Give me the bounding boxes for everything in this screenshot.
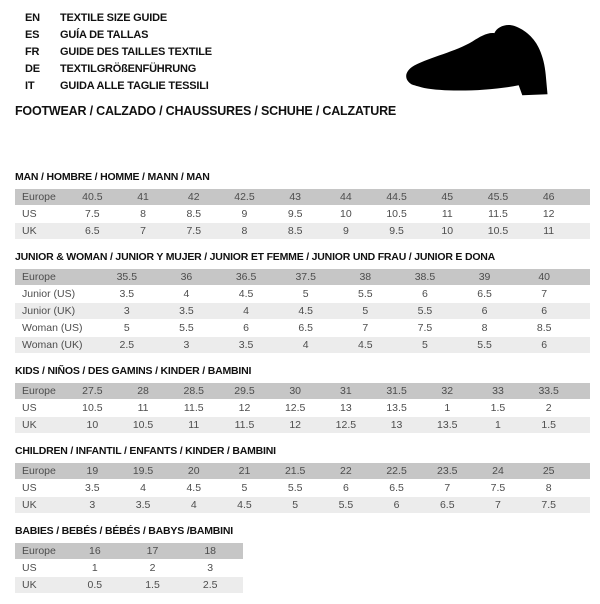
table-title: KIDS / NIÑOS / DES GAMINS / KINDER / BAMBINI: [15, 365, 252, 377]
size-value: 3.5: [179, 305, 194, 317]
size-value: 31: [340, 385, 352, 397]
size-value: 46: [542, 191, 555, 203]
language-title: TEXTILE SIZE GUIDE: [60, 11, 168, 24]
size-value: 4.5: [358, 339, 373, 351]
table-row: [15, 577, 243, 593]
size-value: 6: [243, 322, 249, 334]
language-row: [25, 26, 212, 43]
size-value: 8: [545, 482, 552, 494]
size-value: 3: [89, 499, 96, 511]
size-value: 19: [86, 465, 99, 477]
row-label: UK: [22, 579, 37, 591]
size-value: 31.5: [386, 385, 407, 397]
size-value: 6: [393, 499, 400, 511]
size-value: 12: [238, 402, 251, 414]
language-title: GUIDE DES TAILLES TEXTILE: [60, 45, 212, 58]
size-value: 6: [422, 288, 428, 300]
size-value: 6: [481, 305, 488, 317]
language-row: [25, 77, 212, 94]
size-table: [15, 364, 590, 433]
size-value: 1.5: [145, 579, 160, 591]
size-value: 11: [188, 419, 200, 431]
table-row: [15, 560, 243, 576]
table-row: [15, 320, 590, 336]
size-value: 45: [441, 191, 454, 203]
size-value: 7: [444, 482, 451, 494]
size-value: 7: [495, 499, 501, 511]
table-row: [15, 400, 590, 416]
size-value: 18: [204, 545, 217, 557]
size-value: 3.5: [119, 288, 135, 300]
size-value: 7: [541, 288, 548, 300]
size-value: 6: [342, 482, 349, 494]
size-value: 4: [190, 499, 197, 511]
size-value: 7.5: [85, 208, 100, 220]
size-value: 36.5: [235, 271, 257, 283]
size-value: 4.5: [298, 305, 313, 317]
size-value: 44.5: [386, 191, 407, 203]
size-value: 3: [123, 305, 130, 317]
language-code: IT: [25, 79, 35, 92]
language-title: GUÍA DE TALLAS: [60, 28, 149, 41]
size-value: 6: [541, 339, 548, 351]
table-row: [15, 223, 590, 239]
size-value: 40: [538, 271, 551, 283]
row-label: US: [22, 208, 37, 220]
table-header-row: [15, 269, 590, 285]
size-value: 6.5: [477, 288, 492, 300]
size-value: 16: [88, 545, 101, 557]
table-header-row: [15, 383, 590, 399]
table-row: [15, 286, 590, 302]
size-value: 1: [91, 562, 98, 574]
table-title: BABIES / BEBÉS / BÉBÉS / BABYS /BAMBINI: [15, 525, 233, 537]
size-value: 29.5: [234, 385, 255, 397]
size-table: [15, 250, 590, 353]
size-value: 38: [359, 271, 372, 283]
size-value: 41: [137, 191, 149, 203]
size-value: 5: [241, 482, 248, 494]
size-value: 0.5: [87, 579, 103, 591]
table-row: [15, 480, 590, 496]
size-value: 9: [241, 208, 248, 220]
size-value: 19.5: [132, 465, 154, 477]
language-title: TEXTILGRÖßENFÜHRUNG: [60, 62, 197, 75]
size-value: 6.5: [439, 499, 455, 511]
size-value: 5.5: [287, 482, 303, 494]
table-title: MAN / HOMBRE / HOMME / MANN / MAN: [15, 171, 210, 183]
row-label: US: [22, 562, 37, 574]
size-value: 10: [86, 419, 99, 431]
size-table: [15, 444, 590, 513]
size-value: 3: [183, 339, 190, 351]
row-label: US: [22, 482, 37, 494]
size-value: 12: [542, 208, 555, 220]
size-value: 10: [441, 225, 454, 237]
size-value: 11: [441, 208, 453, 220]
size-value: 8: [241, 225, 248, 237]
row-label: Woman (UK): [22, 339, 83, 351]
size-value: 39: [478, 271, 491, 283]
size-value: 7.5: [541, 499, 556, 511]
size-value: 7.5: [490, 482, 506, 494]
size-value: 20: [187, 465, 200, 477]
size-value: 36: [180, 271, 193, 283]
size-value: 8.5: [287, 225, 303, 237]
table-row: [15, 417, 590, 433]
table-title: CHILDREN / INFANTIL / ENFANTS / KINDER / BAMBINI: [15, 445, 276, 457]
size-value: 6.5: [298, 322, 313, 334]
dress-shoe-icon: [398, 16, 580, 106]
size-value: 4: [302, 339, 309, 351]
size-value: 5: [302, 288, 309, 300]
table-row: [15, 337, 590, 353]
size-value: 21: [238, 465, 251, 477]
row-label: Europe: [22, 271, 56, 283]
size-value: 6: [541, 305, 548, 317]
size-value: 32: [441, 385, 454, 397]
language-code: FR: [25, 45, 40, 58]
size-value: 1.5: [490, 402, 506, 414]
size-value: 5: [123, 322, 130, 334]
table-row: [15, 303, 590, 319]
size-value: 12: [289, 419, 301, 431]
size-value: 42.5: [234, 191, 255, 203]
row-label: UK: [22, 419, 37, 431]
size-value: 2: [545, 402, 552, 414]
row-label: UK: [22, 499, 37, 511]
size-value: 37.5: [295, 271, 316, 283]
table-header-row: [15, 463, 590, 479]
size-value: 24: [492, 465, 504, 477]
size-value: 8: [481, 322, 488, 334]
size-value: 5.5: [179, 322, 194, 334]
size-value: 33.5: [538, 385, 559, 397]
size-value: 12.5: [284, 402, 306, 414]
size-value: 42: [187, 191, 200, 203]
size-table: [15, 170, 590, 239]
size-value: 9.5: [389, 225, 404, 237]
size-value: 4: [140, 482, 146, 494]
size-value: 23.5: [437, 465, 458, 477]
size-value: 21.5: [284, 465, 306, 477]
size-value: 5: [422, 339, 428, 351]
size-value: 1.5: [541, 419, 556, 431]
size-value: 22: [340, 465, 352, 477]
size-value: 9: [342, 225, 349, 237]
size-value: 44: [340, 191, 352, 203]
row-label: US: [22, 402, 37, 414]
size-value: 6.5: [389, 482, 404, 494]
size-value: 8: [140, 208, 146, 220]
size-value: 5: [292, 499, 299, 511]
language-code: EN: [25, 11, 40, 24]
row-label: Junior (UK): [22, 305, 76, 317]
size-value: 2: [149, 562, 156, 574]
size-value: 4.5: [237, 499, 252, 511]
size-value: 6.5: [85, 225, 100, 237]
size-value: 3: [207, 562, 214, 574]
size-value: 11: [137, 402, 149, 414]
language-code: ES: [25, 28, 40, 41]
size-value: 9.5: [287, 208, 303, 220]
size-value: 8.5: [186, 208, 202, 220]
size-value: 11.5: [183, 402, 204, 414]
table-row: [15, 206, 590, 222]
language-list: [25, 9, 212, 94]
row-label: UK: [22, 225, 37, 237]
size-value: 38.5: [414, 271, 436, 283]
size-value: 2.5: [119, 339, 135, 351]
size-value: 1: [444, 402, 451, 414]
table-title: JUNIOR & WOMAN / JUNIOR Y MUJER / JUNIOR ET FEMME / JUNIOR UND FRAU / JUNIOR E DONA: [15, 251, 496, 263]
size-value: 5.5: [417, 305, 433, 317]
language-row: [25, 60, 212, 77]
row-label: Europe: [22, 545, 56, 557]
size-value: 4: [243, 305, 249, 317]
size-value: 5.5: [358, 288, 373, 300]
size-value: 10.5: [386, 208, 407, 220]
size-value: 28.5: [183, 385, 204, 397]
size-value: 17: [146, 545, 159, 557]
size-value: 25: [542, 465, 555, 477]
size-value: 4: [183, 288, 190, 300]
size-value: 10: [340, 208, 352, 220]
size-value: 12.5: [335, 419, 357, 431]
size-value: 40.5: [82, 191, 103, 203]
size-value: 8.5: [536, 322, 552, 334]
size-value: 7.5: [186, 225, 202, 237]
size-value: 1: [495, 419, 501, 431]
language-code: DE: [25, 62, 40, 75]
size-value: 10.5: [132, 419, 154, 431]
row-label: Junior (US): [22, 288, 76, 300]
size-value: 35.5: [116, 271, 138, 283]
size-value: 13.5: [437, 419, 458, 431]
size-value: 4.5: [238, 288, 254, 300]
size-value: 13: [390, 419, 403, 431]
size-value: 5.5: [477, 339, 492, 351]
size-value: 11: [543, 225, 555, 237]
size-value: 11.5: [488, 208, 508, 220]
size-value: 3.5: [135, 499, 151, 511]
size-value: 43: [289, 191, 301, 203]
size-value: 10.5: [82, 402, 103, 414]
size-value: 3.5: [85, 482, 100, 494]
row-label: Europe: [22, 465, 56, 477]
size-value: 30: [289, 385, 301, 397]
size-value: 5: [362, 305, 369, 317]
language-row: [25, 9, 212, 26]
size-value: 45.5: [487, 191, 509, 203]
table-header-row: [15, 543, 243, 559]
size-value: 4.5: [186, 482, 202, 494]
language-title: GUIDA ALLE TAGLIE TESSILI: [60, 79, 209, 92]
category-heading: FOOTWEAR / CALZADO / CHAUSSURES / SCHUHE / CALZATURE: [15, 104, 397, 118]
size-value: 13: [340, 402, 352, 414]
size-value: 10.5: [487, 225, 509, 237]
size-value: 27.5: [82, 385, 103, 397]
table-row: [15, 497, 590, 513]
size-value: 11.5: [234, 419, 255, 431]
size-value: 33: [492, 385, 504, 397]
size-tables: [15, 170, 590, 604]
size-value: 3.5: [238, 339, 254, 351]
size-value: 7.5: [417, 322, 433, 334]
language-row: [25, 43, 212, 60]
size-value: 2.5: [202, 579, 218, 591]
row-label: Woman (US): [22, 322, 83, 334]
size-value: 7: [362, 322, 369, 334]
size-table: [15, 524, 243, 593]
table-header-row: [15, 189, 590, 205]
size-value: 13.5: [386, 402, 407, 414]
row-label: Europe: [22, 385, 56, 397]
row-label: Europe: [22, 191, 56, 203]
size-value: 5.5: [338, 499, 354, 511]
size-value: 28: [137, 385, 149, 397]
size-value: 7: [140, 225, 146, 237]
size-value: 22.5: [386, 465, 407, 477]
